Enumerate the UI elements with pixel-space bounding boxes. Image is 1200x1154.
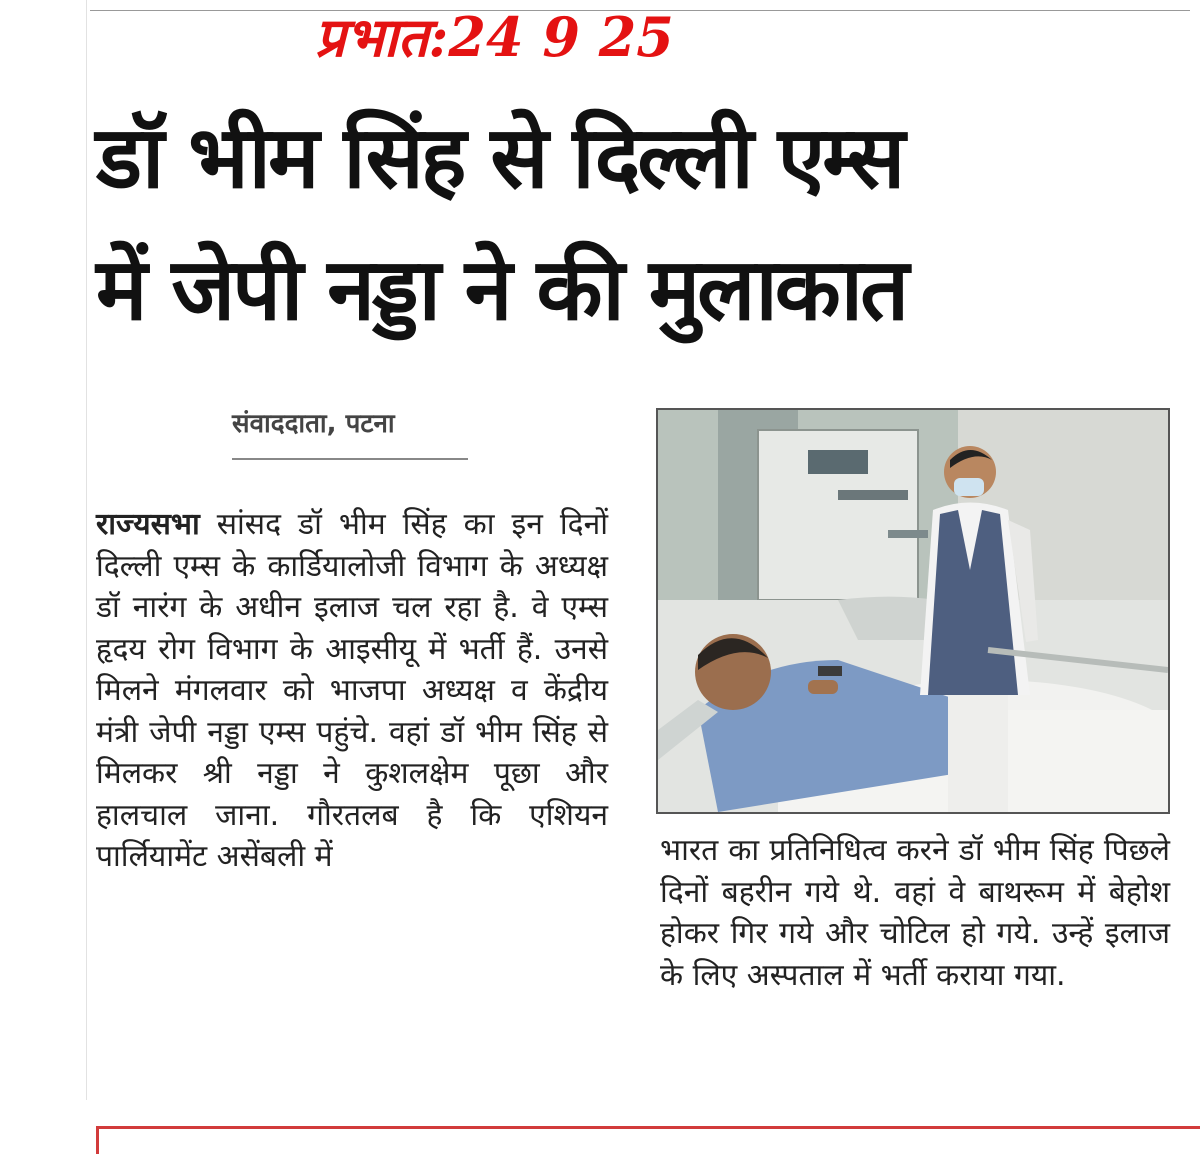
headline-line-2: में जेपी नड्डा ने की मुलाकात	[96, 240, 907, 340]
headline	[96, 92, 1186, 356]
article-body-right: भारत का प्रतिनिधित्व करने डॉ भीम सिंह पिछले दिनों बहरीन गये थे. वहां वे बाथरूम में बेहोश होकर गिर गये और चोटिल हो गये. उन्हें इलाज के लिए अस्पताल में भर्ती कराया गया.	[660, 833, 1170, 993]
date-stamp: प्रभात:24 9 25	[315, 5, 674, 69]
news-photo	[656, 408, 1170, 814]
body-left-text: सांसद डॉ भीम सिंह का इन दिनों दिल्ली एम्स के कार्डियालोजी विभाग के अध्यक्ष डॉ नारंग के अधीन इलाज चल रहा है. वे एम्स हृदय रोग विभाग के आइसीयू में भर्ती हैं. उनसे मिलने मंगलवार को भाजपा अध्यक्ष व केंद्रीय मंत्री जेपी नड्डा एम्स पहुंचे. वहां डॉ भीम सिंह से मिलकर श्री नड्डा ने कुशलक्षेम पूछा और हालचाल जाना. गौरतलब है कि एशियन पार्लियामेंट असेंबली में	[96, 507, 608, 874]
lead-word: राज्यसभा	[96, 507, 200, 542]
byline: संवाददाता, पटना	[232, 404, 468, 460]
article-body-left	[96, 504, 608, 878]
column-frame	[86, 0, 87, 1100]
next-article-border	[96, 1126, 1200, 1154]
headline-line-1: डॉ भीम सिंह से दिल्ली एम्स	[96, 108, 903, 208]
hospital-visit-photo	[658, 410, 1168, 812]
